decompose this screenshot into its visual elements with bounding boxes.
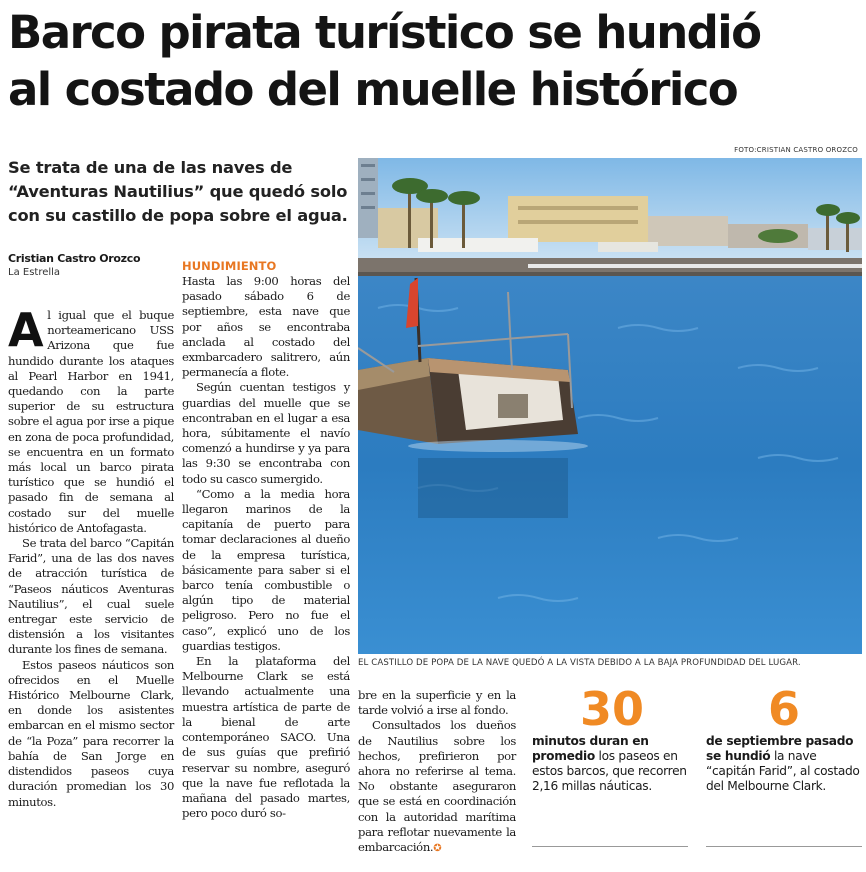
lead-paragraph: Se trata de una de las naves de “Aventuras Nautilius” que quedó solo con su castillo de popa sobre el agua.	[8, 158, 348, 225]
body-paragraph-9-text: Consultados los dueños de Nautilius sobre los hechos, prefirieron por ahora no referirse al tema. No obstante aseguraron que se está en coordinación con la autoridad marítima para reflotar nuevamente la embarcación.	[358, 718, 516, 855]
body-paragraph-3: Estos paseos náuticos son ofrecidos en el Muelle Histórico Melbourne Clark, en donde los asistentes embarcan en el mismo sector de “la Poza” para recorrer la bahía de San Jorge en distendidos paseos cuya duración promedian los 30 minutos.	[8, 657, 174, 809]
headline	[8, 4, 858, 118]
body-paragraph-4: Hasta las 9:00 horas del pasado sábado 6 de septiembre, esta nave que por años se encontraba anclada al costado del exmbarcadero salitrero, aún permanecía a flote.	[182, 274, 350, 380]
stat-divider-2	[706, 846, 862, 847]
photo-credit: FOTO:CRISTIAN CASTRO OROZCO	[734, 146, 858, 154]
body-paragraph-6: “Como a la media hora llegaron marinos de la capitanía de puerto para tomar declaraciones al dueño de la empresa turística, básicamente para saber si el barco tenía combustible o algún tipo de material peligroso. Pero no fue el caso”, explicó uno de los guardias testigos.	[182, 486, 350, 653]
headline-line-2: al costado del muelle histórico	[8, 63, 738, 116]
section-heading: HUNDIMIENTO	[182, 259, 277, 273]
stat-text	[706, 734, 862, 794]
stat-box-date	[706, 684, 862, 794]
photo-caption: EL CASTILLO DE POPA DE LA NAVE QUEDÓ A LA VISTA DEBIDO A LA BAJA PROFUNDIDAD DEL LUGAR.	[358, 658, 801, 668]
body-column-2	[182, 259, 350, 821]
headline-line-1: Barco pirata turístico se hundió	[8, 6, 761, 59]
stat-divider-1	[532, 846, 688, 847]
body-paragraph-8: bre en la superficie y en la tarde volvió a irse al fondo.	[358, 688, 516, 718]
body-paragraph-7: En la plataforma del Melbourne Clark se está llevando actualmente una muestra artística de parte de la bienal de arte contemporáneo SACO. Una de sus guías que prefirió reservar su nombre, aseguró que la nave fue reflotada la mañana del pasado martes, pero poco duró so-	[182, 654, 350, 821]
body-paragraph-5: Según cuentan testigos y guardias del muelle que se encontraban en el lugar a esa hora, súbitamente el navío comenzó a hundirse y ya para las 9:30 se encontraba con todo su casco sumergido.	[182, 380, 350, 486]
drop-cap: A	[8, 303, 44, 357]
photo-illustration	[358, 158, 862, 654]
stat-number: 6	[767, 682, 800, 736]
body-paragraph-2: Se trata del barco “Capitán Farid”, una de las dos naves de atracción turística de “Paseos náuticos Aventuras Nautilius”, el cual suele entregar este servicio de distensión a los visitantes durante los fines de semana.	[8, 536, 174, 657]
body-paragraph-9	[358, 718, 516, 856]
body-column-3	[358, 688, 516, 856]
stat-text-rest: la nave “capitán Farid”, al costado del Melbourne Clark.	[706, 749, 860, 793]
byline	[8, 252, 174, 279]
stat-text-bold: minutos duran en promedio	[532, 734, 649, 763]
author-name: Cristian Castro Orozco	[8, 252, 141, 265]
stat-text-bold: de septiembre pasado se hundió	[706, 734, 854, 763]
stat-number: 30	[579, 682, 644, 736]
stat-text	[532, 734, 692, 794]
photo-sunken-ship	[358, 158, 862, 654]
body-paragraph-1: l igual que el buque norteamericano USS Arizona que fue hundido durante los ataques al Pearl Harbor en 1941, quedando con la parte superior de su estructura sobre el agua por irse a pique en zona de poca profundidad, se encuentra en un formato más local un barco pirata turístico que se hundió el pasado fin de semana al costado sur del muelle histórico de Antofagasta.	[8, 308, 174, 535]
body-column-1	[8, 303, 174, 810]
author-outlet: La Estrella	[8, 267, 61, 278]
stat-text-rest: los paseos en estos barcos, que recorren 2,16 millas náuticas.	[532, 749, 687, 793]
end-mark-icon: ✪	[433, 843, 442, 855]
stat-box-duration	[532, 684, 692, 794]
